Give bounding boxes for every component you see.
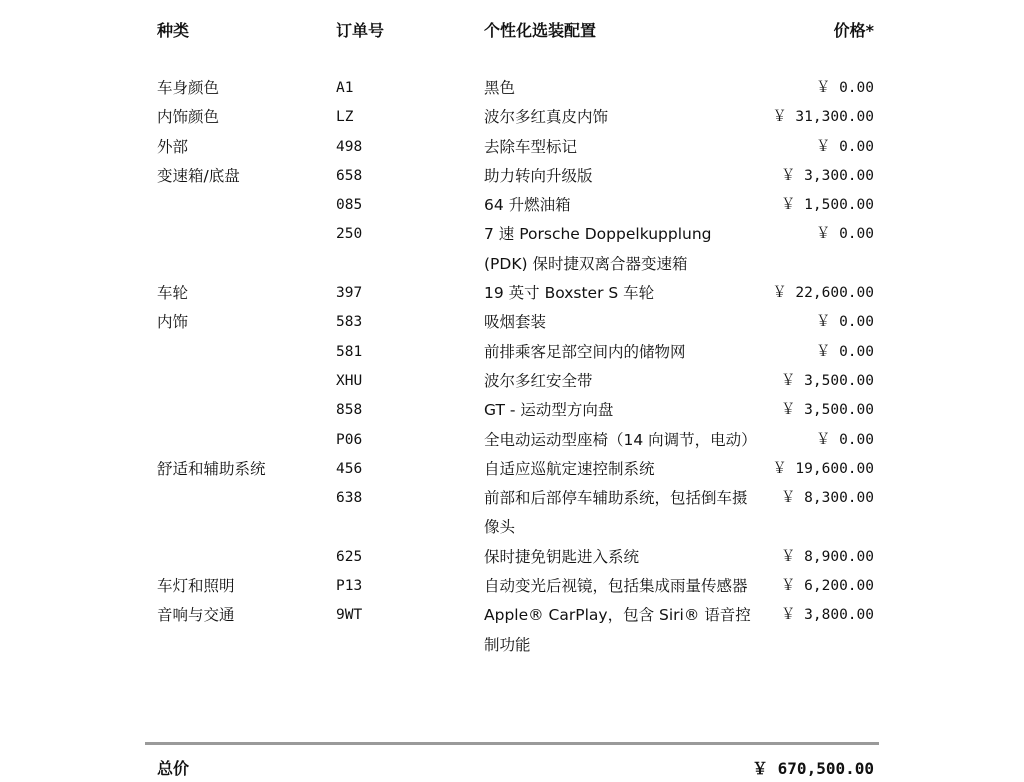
row-price: ￥ 8,300.00 [780, 490, 874, 507]
row-price: ￥ 3,500.00 [780, 402, 874, 419]
row-option: 前排乘客足部空间内的储物网 [484, 342, 686, 361]
row-price: ￥ 0.00 [815, 431, 874, 448]
row-price: ￥ 22,600.00 [772, 285, 874, 302]
row-category: 音响与交通 [157, 606, 235, 625]
row-option: 自动变光后视镜，包括集成雨量传感器 [484, 577, 748, 596]
row-order-number: LZ [336, 109, 354, 126]
table-row [145, 74, 879, 103]
table-row [145, 367, 879, 396]
row-price: ￥ 0.00 [815, 343, 874, 360]
row-option: 黑色 [484, 79, 516, 97]
table-row [145, 572, 879, 601]
table-row [145, 455, 879, 484]
row-price: ￥ 6,200.00 [780, 578, 874, 595]
total-label: 总价 [157, 759, 190, 778]
row-option: 19 英寸 Boxster S 车轮 [484, 284, 655, 303]
row-price: ￥ 3,500.00 [780, 372, 874, 389]
table-row [145, 220, 879, 279]
header-price: 价格* [833, 21, 874, 40]
row-option: 去除车型标记 [484, 137, 578, 156]
row-option: 波尔多红安全带 [484, 371, 593, 390]
table-row [145, 191, 879, 220]
row-price: ￥ 31,300.00 [772, 109, 874, 126]
table-row [145, 279, 879, 308]
row-category: 内饰 [157, 313, 189, 332]
table-row [145, 338, 879, 367]
row-order-number: 858 [336, 402, 363, 419]
row-category: 舒适和辅助系统 [157, 459, 266, 478]
row-price: ￥ 3,300.00 [780, 167, 874, 184]
row-order-number: 583 [336, 314, 363, 331]
row-option: 自适应巡航定速控制系统 [484, 459, 655, 478]
total-divider [145, 742, 879, 745]
table-row [145, 601, 879, 660]
row-category: 车灯和照明 [157, 577, 235, 596]
row-price: ￥ 0.00 [815, 314, 874, 331]
row-category: 车轮 [157, 284, 189, 303]
row-option: 保时捷免钥匙进入系统 [484, 547, 640, 566]
table-row [145, 308, 879, 337]
row-option: Apple® CarPlay，包含 Siri® 语音控制功能 [484, 606, 751, 654]
row-option: 前部和后部停车辅助系统，包括倒车摄像头 [484, 489, 748, 537]
table-row [145, 396, 879, 425]
row-option: 全电动运动型座椅（14 向调节，电动） [484, 430, 757, 449]
row-order-number: XHU [336, 372, 363, 389]
header-category: 种类 [157, 21, 190, 40]
row-category: 车身颜色 [157, 79, 220, 97]
row-price: ￥ 3,800.00 [780, 607, 874, 624]
table-row [145, 426, 879, 455]
table-row [145, 103, 879, 132]
row-order-number: A1 [336, 80, 354, 96]
row-order-number: 085 [336, 197, 363, 214]
table-header [145, 18, 879, 44]
row-price: ￥ 1,500.00 [780, 197, 874, 214]
row-price: ￥ 0.00 [815, 226, 874, 243]
row-option: 波尔多红真皮内饰 [484, 108, 609, 127]
row-category: 外部 [157, 137, 189, 156]
row-option: 助力转向升级版 [484, 166, 593, 185]
row-order-number: 625 [336, 548, 363, 565]
row-order-number: 397 [336, 285, 363, 302]
table-body [145, 74, 879, 660]
total-row [145, 756, 879, 782]
total-price: ￥ 670,500.00 [752, 759, 874, 778]
row-option: 64 升燃油箱 [484, 196, 571, 215]
row-price: ￥ 8,900.00 [780, 548, 874, 565]
header-option: 个性化选装配置 [484, 21, 597, 40]
row-option: 吸烟套装 [484, 313, 547, 332]
row-price: ￥ 0.00 [815, 80, 874, 96]
row-order-number: P13 [336, 578, 363, 595]
row-order-number: 9WT [336, 607, 363, 624]
table-row [145, 543, 879, 572]
row-option: 7 速 Porsche Doppelkupplung (PDK) 保时捷双离合器变速箱 [484, 225, 712, 273]
table-row [145, 162, 879, 191]
table-row [145, 484, 879, 543]
row-category: 内饰颜色 [157, 108, 220, 127]
row-option: GT - 运动型方向盘 [484, 401, 614, 420]
row-order-number: 581 [336, 343, 363, 360]
row-category: 变速箱/底盘 [157, 166, 240, 185]
row-price: ￥ 19,600.00 [772, 460, 874, 477]
header-order-number: 订单号 [336, 21, 385, 40]
row-order-number: 498 [336, 138, 363, 155]
row-order-number: 456 [336, 460, 363, 477]
row-order-number: 638 [336, 490, 363, 507]
row-order-number: P06 [336, 431, 363, 448]
row-order-number: 658 [336, 167, 363, 184]
table-row [145, 133, 879, 162]
row-price: ￥ 0.00 [815, 138, 874, 155]
row-order-number: 250 [336, 226, 363, 243]
